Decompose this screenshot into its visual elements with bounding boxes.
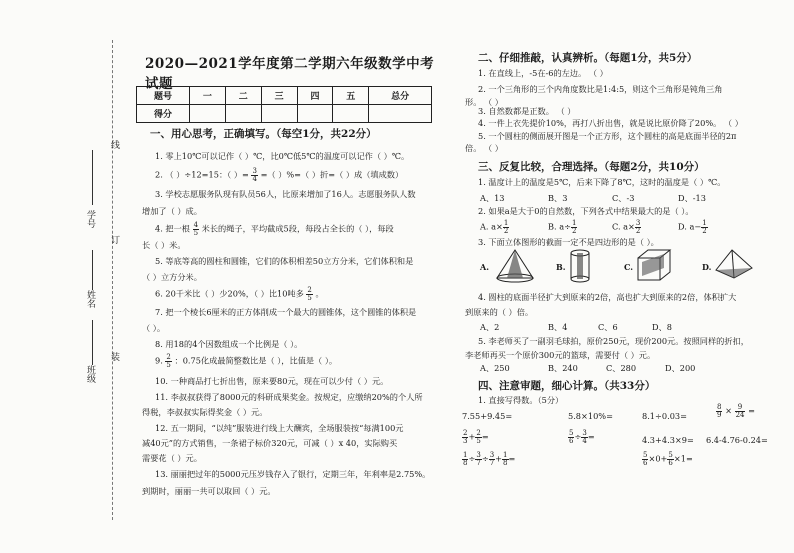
s3-q4-option-b: B、4	[548, 322, 568, 332]
s2-q5-line1: 5. 一个圆柱的侧面展开图是一个正方形，这个圆柱的高是底面半径的2π	[478, 131, 737, 141]
s1-q13-line1: 13. 丽丽把过年的5000元压岁钱存入了银行，定期三年，年利率是2.75%。	[155, 469, 431, 479]
fraction-denominator: 5	[166, 361, 171, 369]
binding-mark-order: 订	[109, 235, 119, 244]
s2-q5-line2: 倍。 （ ）	[465, 143, 503, 153]
s3-q5-option-b: B、240	[548, 363, 578, 373]
fraction-numerator: 2	[307, 286, 312, 294]
calc-fraction: $\frac{2}{3}$	[463, 429, 468, 445]
fraction-numerator: 3	[635, 219, 641, 227]
s1-q1: 1. 零上10℃可以记作（ ）℃，比0℃低5℃的温度可以记作（ ）℃。	[155, 151, 410, 161]
s2-q1: 1. 在直线上，-5在-6的左边。 （ ）	[478, 68, 608, 78]
calc-fraction	[735, 404, 746, 419]
calc-r3-c1: $\frac{1}{8}$ ÷ $\frac{3}{7}$ ÷ $\frac{3}{7}$ + $\frac{1}{8}$ =	[463, 451, 516, 467]
s1-q2	[155, 168, 403, 183]
s3-q4-line1: 4. 圆柱的底面半径扩大到原来的2倍，高也扩大到原来的2倍，体积扩大	[478, 292, 737, 302]
option-fraction	[701, 220, 707, 235]
operator-equals: =	[748, 405, 755, 416]
calc-r1-c2: 5.8×10%=	[568, 411, 613, 421]
section2-heading: 二、仔细推敲，认真辨析。（每题1分，共5分）	[478, 52, 698, 64]
score-header-cell: 一	[190, 87, 226, 105]
s1-q6-text: 6. 20千米比（ ）少20%，（ ）比10吨多	[155, 288, 304, 299]
s3-q2-option-b	[548, 220, 577, 235]
binding-dash-line	[112, 40, 113, 520]
score-header-cell: 二	[225, 87, 261, 105]
s2-q2-line2: 形。 （ ）	[465, 97, 503, 107]
fraction-numerator: 1	[571, 219, 577, 227]
s3-q1-option-b: B、3	[548, 193, 568, 203]
score-header-cell: 总分	[369, 87, 432, 105]
s1-q12-line3: 需要花（ ）元。	[142, 453, 202, 463]
s1-q6-fraction	[306, 287, 312, 302]
s1-q10: 10. 一种商品打七折出售，原来要80元，现在可以少付（ ）元。	[155, 376, 389, 386]
score-header-cell: 四	[297, 87, 333, 105]
calc-r1-c4	[716, 404, 755, 419]
calc-r1-c1: 7.55+9.45=	[462, 411, 513, 421]
s3-q1-option-d: D、-13	[678, 193, 706, 203]
s2-q3: 3. 自然数都是正数。 （ ）	[478, 106, 576, 116]
s1-q3-line2: 增加了（ ）成。	[142, 206, 202, 216]
fraction-denominator: 4	[252, 175, 257, 183]
option-fraction	[503, 220, 509, 235]
s1-q2-part-b: =（ ）%=（ ）折=（ ）成（填成数）	[260, 169, 404, 180]
score-cell[interactable]	[333, 105, 369, 123]
binding-blank-name	[92, 250, 93, 290]
s1-q4-line2: 长（ ）米。	[142, 240, 186, 250]
s3-q1-option-c: C、-3	[612, 193, 635, 203]
score-cell[interactable]	[261, 105, 297, 123]
s3-q4-option-d: D、8	[652, 322, 672, 332]
s1-q9-part-b: ：0.75化成最简整数比是（ ），比值是（ ）。	[174, 355, 338, 366]
fraction-denominator: 2	[571, 227, 577, 235]
s3-q3: 3. 下面立体图形的截面一定不是四边形的是（ ）。	[478, 237, 659, 247]
s3-q2-option-d	[678, 220, 708, 235]
s1-q6	[155, 287, 324, 302]
calc-r1-c3: 8.1÷0.03=	[642, 411, 687, 421]
s1-q4-part-a: 4. 把一根	[155, 223, 190, 234]
s3-q2-option-a	[480, 220, 509, 235]
s4-sub1: 1. 直接写得数。（5分）	[478, 395, 564, 405]
score-header-cell: 五	[333, 87, 369, 105]
exam-title: 2020—2021学年度第二学期六年级数学中考试题	[145, 56, 435, 92]
fraction-numerator: 9	[735, 404, 746, 412]
fraction-numerator: 1	[503, 219, 509, 227]
fraction-denominator: 5	[193, 229, 199, 237]
s1-q9-part-a: 9.	[155, 355, 163, 366]
s2-q2-line1: 2. 一个三角形的三个内角度数比是1:4:5，则这个三角形是钝角三角	[478, 84, 723, 94]
s1-q7-line1: 7. 把一个棱长6厘米的正方体削成一个最大的圆锥体，这个圆锥的体积是	[155, 307, 417, 317]
calc-fraction: $\frac{1}{8}$	[503, 451, 508, 467]
section4-heading: 四、注意审题，细心计算。（共33分）	[478, 380, 656, 392]
calc-fraction: $\frac{5}{6}$	[668, 451, 673, 467]
s3-q3-option-a: A.	[480, 262, 489, 272]
binding-mark-line: 线	[109, 140, 119, 149]
option-text: D. a−	[678, 221, 702, 232]
binding-mark-bind: 装	[109, 352, 119, 361]
cylinder-figure-icon	[568, 248, 598, 284]
calc-fraction: $\frac{5}{6}$	[643, 451, 648, 467]
score-table	[136, 86, 432, 123]
section3-heading: 三、反复比较，合理选择。（每题2分，共10分）	[478, 161, 705, 173]
s1-q7-line2: （ ）。	[142, 323, 166, 333]
calc-fraction: $\frac{5}{6}$	[569, 429, 574, 445]
calc-fraction: $\frac{3}{7}$	[476, 451, 481, 467]
calc-r2-c2: $\frac{5}{6}$ ÷ $\frac{3}{4}$ =	[569, 429, 595, 445]
score-cell[interactable]	[369, 105, 432, 123]
calc-operator-text: ×0+	[648, 453, 668, 464]
score-header-cell: 题号	[137, 87, 190, 105]
fraction-denominator: 2	[635, 227, 641, 235]
s3-q5-option-d: D、200	[665, 363, 696, 373]
s1-q12-line1: 12. 五一期间，“以纯”服装进行线上大酬宾，全场服装按“每满100元	[155, 423, 404, 433]
s1-q5-line2: （ ）立方分米。	[142, 272, 202, 282]
score-cell[interactable]	[297, 105, 333, 123]
pyramid-figure-icon	[712, 248, 756, 284]
s2-q4: 4. 一件上衣先提价10%，再打八折出售，就是说比原价降了20%。 （ ）	[478, 118, 743, 128]
s3-q5-line1: 5. 李老师买了一副羽毛球拍，原价250元，现价200元。按照同样的折扣，	[478, 336, 749, 346]
calc-operator-text-end: ×1=	[673, 453, 693, 464]
calc-r2-c4: 6.4-4.76-0.24=	[706, 435, 768, 445]
s3-q5-line2: 李老师再买一个原价300元的篮球，需要付（ ）元。	[465, 350, 656, 360]
calc-r2-c3: 4.3+4.3×9=	[642, 435, 694, 445]
fraction-numerator: 2	[166, 353, 171, 361]
s3-q1: 1. 温度计上的温度是5℃，后来下降了8℃，这时的温度是（ ）℃。	[478, 177, 726, 187]
binding-margin	[0, 0, 120, 553]
s1-q12-line2: 减40元”的方式销售，一条裙子标价320元，可减（ ）x 40，实际购买	[142, 438, 398, 448]
binding-blank-class	[92, 320, 93, 365]
cube-figure-icon	[634, 248, 674, 284]
option-fraction	[571, 220, 577, 235]
fraction-numerator: 4	[193, 221, 199, 229]
s3-q4-option-a: A、2	[480, 322, 500, 332]
calc-fraction	[716, 404, 722, 419]
calc-fraction: $\frac{2}{5}$	[476, 429, 481, 445]
calc-r2-c1: $\frac{2}{3}$ + $\frac{2}{5}$ =	[463, 429, 489, 445]
s1-q11-line2: 得税，李叔叔实际得奖金（ ）元。	[142, 407, 268, 417]
operator-times: ×	[725, 405, 732, 416]
score-header-cell: 三	[261, 87, 297, 105]
fraction-denominator: 2	[702, 227, 707, 235]
cone-figure-icon	[493, 248, 541, 284]
s1-q5-line1: 5. 等底等高的圆柱和圆锥，它们的体积相差50立方分米，它们体积和是	[155, 256, 414, 266]
option-text: B. a÷	[548, 221, 571, 232]
s1-q3-line1: 3. 学校志愿服务队现有队员56人，比原来增加了16人。志愿服务队人数	[155, 189, 416, 199]
score-cell[interactable]	[225, 105, 261, 123]
option-fraction	[635, 220, 641, 235]
s3-q5-option-a: A、250	[480, 363, 510, 373]
fraction-denominator: 24	[735, 411, 745, 419]
fraction-denominator: 5	[307, 294, 312, 302]
fraction-denominator: 9	[717, 411, 722, 419]
s3-q2: 2. 如果a是大于0的自然数，下列各式中结果最大的是（ ）。	[478, 206, 694, 216]
calc-fraction: $\frac{1}{8}$	[463, 451, 468, 467]
option-text: C. a×	[612, 221, 635, 232]
s1-q6-end: 。	[315, 288, 324, 299]
s3-q5-option-c: C、280	[606, 363, 637, 373]
s1-q13-line2: 到期时，丽丽一共可以取回（ ）元。	[142, 486, 276, 496]
s1-q4-line1	[155, 222, 394, 237]
fraction-numerator: 3	[252, 167, 257, 175]
binding-blank-student-id	[92, 150, 93, 205]
calc-r3-c3	[642, 452, 693, 467]
binding-label-name: 姓名	[85, 290, 95, 308]
calc-fraction: $\frac{3}{4}$	[582, 429, 587, 445]
option-text: A. a×	[480, 221, 503, 232]
s1-q4-part-b: 米长的绳子，平均截成5段，每段占全长的（ ），每段	[201, 223, 394, 234]
s1-q2-fraction	[251, 168, 257, 183]
section1-heading: 一、用心思考，正确填写。（每空1分，共22分）	[150, 128, 377, 140]
binding-label-class: 班级	[85, 365, 95, 383]
s3-q4-line2: 到原来的（ ）倍。	[465, 307, 534, 317]
s3-q2-option-c	[612, 220, 641, 235]
score-row-label: 得分	[137, 105, 190, 123]
score-cell[interactable]	[190, 105, 226, 123]
s1-q4-fraction	[193, 222, 199, 237]
score-value-row	[137, 105, 432, 123]
s1-q9	[155, 354, 337, 369]
s1-q8: 8. 用18的4个因数组成一个比例是（ ）。	[155, 339, 303, 349]
s3-q3-option-b: B.	[556, 262, 566, 272]
fraction-denominator: 2	[503, 227, 509, 235]
binding-label-student-id: 学号	[85, 210, 95, 228]
fraction-numerator: 8	[717, 403, 722, 411]
fraction-numerator: 1	[702, 219, 707, 227]
s3-q4-option-c: C、6	[598, 322, 618, 332]
s3-q3-option-d: D.	[702, 262, 712, 272]
s3-q1-option-a: A、13	[480, 193, 505, 203]
s1-q9-fraction	[165, 354, 171, 369]
score-header-row	[137, 87, 432, 105]
s1-q11-line1: 11. 李叔叔获得了8000元的科研成果奖金。按规定，应缴纳20%的个人所	[155, 392, 423, 402]
s1-q2-part-a: 2. （ ）÷12=15：（ ）=	[155, 169, 249, 180]
calc-fraction: $\frac{3}{7}$	[489, 451, 495, 467]
s3-q3-option-c: C.	[624, 262, 634, 272]
